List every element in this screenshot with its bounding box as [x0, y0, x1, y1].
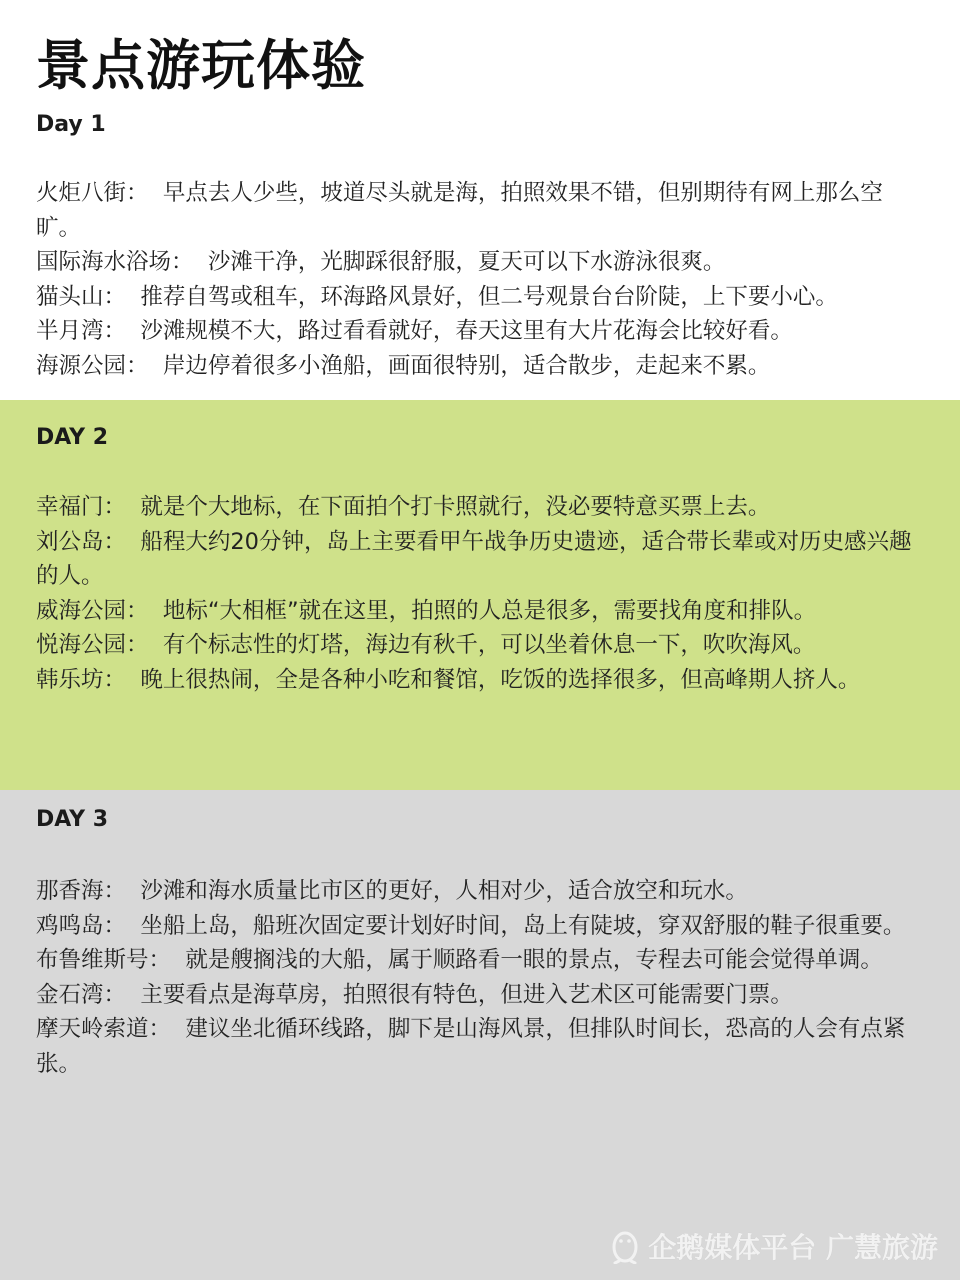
place-desc: 推荐自驾或租车，环海路风景好，但二号观景台台阶陡，上下要小心。 [140, 283, 838, 310]
day1-label: Day 1 [36, 112, 106, 137]
day2-section [0, 400, 960, 790]
day3-list [36, 874, 916, 1081]
place-desc: 早点去人少些，坡道尽头就是海，拍照效果不错，但别期待有网上那么空旷。 [36, 180, 883, 241]
separator: ： [126, 352, 163, 379]
list-item [36, 628, 916, 663]
list-item [36, 176, 916, 245]
place-name: 鸡鸣岛 [36, 912, 104, 939]
separator: ： [148, 1016, 186, 1042]
separator: ： [103, 318, 141, 344]
place-desc: 沙滩和海水质量比市区的更好，人相对少，适合放空和玩水。 [140, 878, 748, 904]
separator: ： [103, 981, 141, 1008]
separator: ： [148, 947, 186, 973]
list-item [36, 909, 916, 944]
list-item [36, 490, 916, 525]
list-item [36, 314, 916, 349]
watermark-text: 企鹅媒体平台 广慧旅游 [648, 1231, 938, 1264]
list-item [36, 280, 916, 315]
separator: ： [103, 878, 141, 904]
list-item [36, 349, 916, 384]
place-name: 半月湾 [36, 318, 104, 344]
place-desc: 晚上很热闹，全是各种小吃和餐馆，吃饭的选择很多，但高峰期人挤人。 [140, 666, 861, 693]
place-name: 金石湾 [36, 981, 104, 1008]
place-name: 猫头山 [36, 283, 104, 310]
list-item [36, 525, 916, 594]
place-name: 韩乐坊 [36, 666, 104, 693]
separator: ： [171, 249, 208, 275]
separator: ： [103, 283, 141, 310]
place-name: 海源公园 [36, 352, 127, 379]
place-desc: 有个标志性的灯塔，海边有秋千，可以坐着休息一下，吹吹海风。 [162, 632, 816, 658]
separator: ： [126, 597, 163, 624]
day3-label: DAY 3 [36, 807, 109, 832]
place-desc: 岸边停着很多小渔船，画面很特别，适合散步，走起来不累。 [162, 352, 771, 379]
separator: ： [103, 912, 141, 939]
place-name: 威海公园 [36, 597, 127, 624]
watermark [610, 1226, 938, 1266]
separator: ： [126, 180, 163, 206]
place-desc: 坐船上岛，船班次固定要计划好时间，岛上有陡坡，穿双舒服的鞋子很重要。 [140, 912, 906, 939]
place-name: 火炬八街 [36, 180, 127, 206]
place-name: 那香海 [36, 878, 104, 904]
place-name: 刘公岛 [36, 528, 104, 555]
day2-label: DAY 2 [36, 425, 109, 450]
place-name: 悦海公园 [36, 632, 127, 658]
penguin-icon [610, 1228, 640, 1264]
place-desc: 就是个大地标，在下面拍个打卡照就行，没必要特意买票上去。 [140, 494, 771, 520]
list-item [36, 663, 916, 698]
place-name: 国际海水浴场 [36, 249, 172, 275]
page-title: 景点游玩体验 [36, 34, 366, 97]
list-item [36, 594, 916, 629]
place-name: 幸福门 [36, 494, 104, 520]
day1-section [0, 0, 960, 400]
list-item [36, 1012, 916, 1081]
place-desc: 主要看点是海草房，拍照很有特色，但进入艺术区可能需要门票。 [140, 981, 793, 1008]
place-name: 布鲁维斯号 [36, 947, 149, 973]
place-desc: 就是艘搁浅的大船，属于顺路看一眼的景点，专程去可能会觉得单调。 [185, 947, 883, 973]
day2-list [36, 490, 916, 697]
place-desc: 沙滩干净，光脚踩很舒服，夏天可以下水游泳很爽。 [207, 249, 726, 275]
separator: ： [103, 494, 141, 520]
list-item [36, 245, 916, 280]
day3-section [0, 790, 960, 1280]
separator: ： [103, 528, 141, 555]
place-desc: 建议坐北循环线路，脚下是山海风景，但排队时间长，恐高的人会有点紧张。 [36, 1016, 906, 1077]
list-item [36, 874, 916, 909]
place-desc: 船程大约20分钟，岛上主要看甲午战争历史遗迹，适合带长辈或对历史感兴趣的人。 [36, 528, 912, 589]
list-item [36, 943, 916, 978]
place-name: 摩天岭索道 [36, 1016, 149, 1042]
place-desc: 沙滩规模不大，路过看看就好，春天这里有大片花海会比较好看。 [140, 318, 793, 344]
day1-list [36, 176, 916, 383]
separator: ： [103, 666, 141, 693]
separator: ： [126, 632, 163, 658]
list-item [36, 978, 916, 1013]
place-desc: 地标“大相框”就在这里，拍照的人总是很多，需要找角度和排队。 [162, 597, 817, 624]
